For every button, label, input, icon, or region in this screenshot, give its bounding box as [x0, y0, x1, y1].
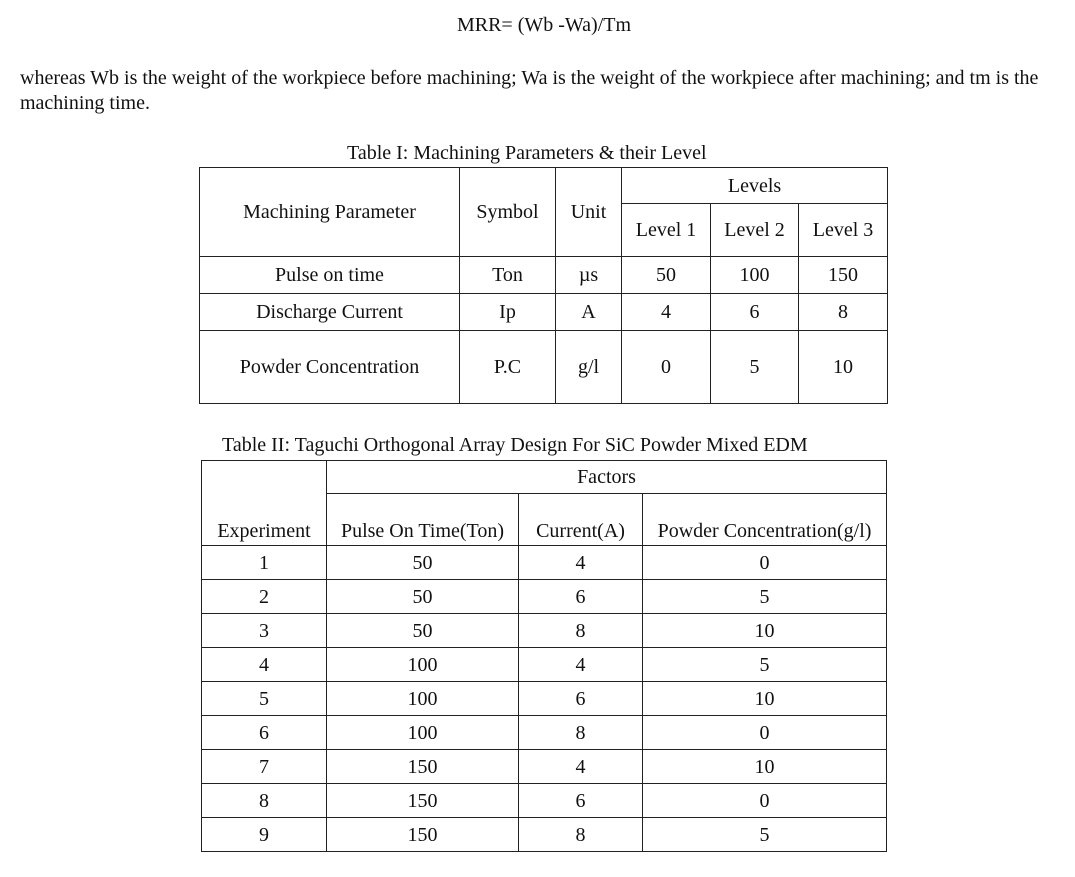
pc-cell: 5: [643, 580, 887, 614]
current-cell: 4: [519, 546, 643, 580]
parameter-cell: Discharge Current: [200, 294, 460, 331]
current-cell: 4: [519, 648, 643, 682]
pc-cell: 10: [643, 614, 887, 648]
unit-cell: g/l: [556, 331, 622, 404]
experiment-cell: 2: [202, 580, 327, 614]
header-symbol: Symbol: [460, 168, 556, 257]
experiment-cell: 1: [202, 546, 327, 580]
level-1-cell: 50: [622, 257, 711, 294]
header-level-3: Level 3: [799, 204, 888, 257]
level-1-cell: 4: [622, 294, 711, 331]
ton-cell: 100: [327, 648, 519, 682]
table-row: [202, 750, 887, 784]
ton-cell: 50: [327, 614, 519, 648]
pc-cell: 10: [643, 682, 887, 716]
ton-cell: 150: [327, 750, 519, 784]
symbol-cell: P.C: [460, 331, 556, 404]
pc-cell: 5: [643, 648, 887, 682]
ton-cell: 100: [327, 716, 519, 750]
current-cell: 8: [519, 614, 643, 648]
pc-cell: 0: [643, 716, 887, 750]
unit-cell: µs: [556, 257, 622, 294]
parameter-cell: Pulse on time: [200, 257, 460, 294]
level-2-cell: 5: [711, 331, 799, 404]
header-level-2: Level 2: [711, 204, 799, 257]
ton-cell: 100: [327, 682, 519, 716]
ton-cell: 150: [327, 784, 519, 818]
current-cell: 4: [519, 750, 643, 784]
level-2-cell: 100: [711, 257, 799, 294]
experiment-cell: 7: [202, 750, 327, 784]
experiment-cell: 6: [202, 716, 327, 750]
table-row: [202, 614, 887, 648]
pc-cell: 5: [643, 818, 887, 852]
taguchi-array-table: [201, 460, 887, 852]
table1-caption: Table I: Machining Parameters & their Level: [347, 142, 707, 164]
experiment-cell: 9: [202, 818, 327, 852]
header-levels: Levels: [622, 168, 888, 204]
experiment-cell: 4: [202, 648, 327, 682]
table-row: [202, 580, 887, 614]
header-current: Current(A): [519, 494, 643, 546]
current-cell: 6: [519, 784, 643, 818]
table-row: [202, 784, 887, 818]
header-factors: Factors: [327, 461, 887, 494]
table-row: [202, 818, 887, 852]
header-powder-concentration: Powder Concentration(g/l): [643, 494, 887, 546]
header-unit: Unit: [556, 168, 622, 257]
body-paragraph: whereas Wb is the weight of the workpiece before machining; Wa is the weight of the workpiece after machining; and tm is the machining time.: [20, 67, 1039, 114]
table2-caption: Table II: Taguchi Orthogonal Array Design For SiC Powder Mixed EDM: [222, 434, 808, 456]
unit-cell: A: [556, 294, 622, 331]
current-cell: 8: [519, 818, 643, 852]
header-level-1: Level 1: [622, 204, 711, 257]
table-row: [202, 682, 887, 716]
pc-cell: 0: [643, 546, 887, 580]
ton-cell: 50: [327, 546, 519, 580]
table-row: [202, 648, 887, 682]
header-experiment: Experiment: [202, 461, 327, 546]
pc-cell: 10: [643, 750, 887, 784]
level-3-cell: 10: [799, 331, 888, 404]
level-1-cell: 0: [622, 331, 711, 404]
pc-cell: 0: [643, 784, 887, 818]
mrr-formula: MRR= (Wb -Wa)/Tm: [456, 14, 632, 36]
level-3-cell: 8: [799, 294, 888, 331]
table-row: [200, 331, 888, 404]
table-row: [200, 257, 888, 294]
header-machining-parameter: Machining Parameter: [200, 168, 460, 257]
table-row: [200, 294, 888, 331]
current-cell: 6: [519, 682, 643, 716]
symbol-cell: Ton: [460, 257, 556, 294]
machining-parameters-table: [199, 167, 888, 404]
experiment-cell: 3: [202, 614, 327, 648]
ton-cell: 50: [327, 580, 519, 614]
current-cell: 8: [519, 716, 643, 750]
table-row: [202, 716, 887, 750]
level-3-cell: 150: [799, 257, 888, 294]
symbol-cell: Ip: [460, 294, 556, 331]
parameter-cell: Powder Concentration: [200, 331, 460, 404]
current-cell: 6: [519, 580, 643, 614]
level-2-cell: 6: [711, 294, 799, 331]
experiment-cell: 5: [202, 682, 327, 716]
experiment-cell: 8: [202, 784, 327, 818]
header-pulse-on-time: Pulse On Time(Ton): [327, 494, 519, 546]
ton-cell: 150: [327, 818, 519, 852]
table-row: [202, 546, 887, 580]
